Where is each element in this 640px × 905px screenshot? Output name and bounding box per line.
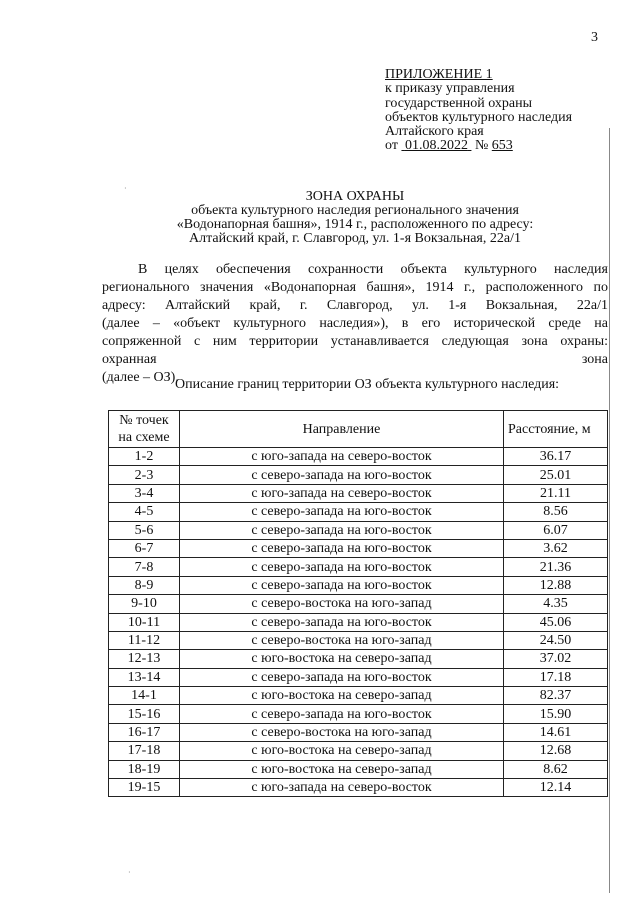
cell-distance: 12.14 [504, 779, 608, 797]
table-row [109, 503, 608, 521]
cell-direction: с северо-запада на юго-восток [180, 668, 504, 686]
cell-direction: с юго-востока на северо-запад [180, 760, 504, 778]
paragraph-line: регионального значения «Водонапорная башня», 1914 г., расположенного по [102, 280, 608, 295]
table-row [109, 539, 608, 557]
cell-points: 17-18 [109, 742, 180, 760]
cell-distance: 24.50 [504, 631, 608, 649]
appendix-line: государственной охраны [385, 95, 533, 111]
paragraph-word: зона [581, 352, 608, 367]
cell-direction: с северо-запада на юго-восток [180, 521, 504, 539]
cell-points: 13-14 [109, 668, 180, 686]
table-row [109, 650, 608, 668]
cell-direction: с северо-запада на юго-восток [180, 576, 504, 594]
cell-points: 16-17 [109, 723, 180, 741]
cell-points: 8-9 [109, 576, 180, 594]
number-prefix: № [474, 138, 489, 154]
cell-points: 18-19 [109, 760, 180, 778]
cell-distance: 21.36 [504, 558, 608, 576]
cell-direction: с северо-запада на юго-восток [180, 503, 504, 521]
cell-direction: с юго-востока на северо-запад [180, 650, 504, 668]
table-row [109, 779, 608, 797]
cell-direction: с северо-запада на юго-восток [180, 466, 504, 484]
cell-points: 9-10 [109, 595, 180, 613]
paragraph-line: (далее – «объект культурного наследия»), в его исторической среде на [102, 316, 608, 331]
appendix-line: объектов культурного наследия [385, 109, 573, 125]
table-row [109, 448, 608, 466]
cell-distance: 12.68 [504, 742, 608, 760]
paragraph-line: (далее – ОЗ). [102, 370, 179, 385]
table-row [109, 484, 608, 502]
cell-points: 5-6 [109, 521, 180, 539]
table-row [109, 595, 608, 613]
cell-direction: с северо-востока на юго-запад [180, 595, 504, 613]
cell-direction: с северо-запада на юго-восток [180, 613, 504, 631]
cell-points: 14-1 [109, 687, 180, 705]
cell-direction: с юго-востока на северо-запад [180, 742, 504, 760]
title-heading: ЗОНА ОХРАНЫ [305, 189, 405, 204]
document-title [0, 190, 640, 246]
cell-points: 15-16 [109, 705, 180, 723]
cell-direction: с юго-запада на северо-восток [180, 779, 504, 797]
title-line: Алтайский край, г. Славгород, ул. 1-я Вокзальная, 22а/1 [189, 231, 521, 246]
body-paragraph [102, 261, 608, 387]
table-row [109, 558, 608, 576]
header-distance: Расстояние, м [504, 411, 608, 448]
table-row [109, 576, 608, 594]
cell-direction: с северо-востока на юго-запад [180, 631, 504, 649]
cell-distance: 12.88 [504, 576, 608, 594]
cell-distance: 15.90 [504, 705, 608, 723]
table-caption: Описание границ территории ОЗ объекта культурного наследия: [175, 377, 560, 392]
appendix-line: Алтайского края [385, 124, 484, 140]
table-row [109, 742, 608, 760]
title-line: «Водонапорная башня», 1914 г., расположенного по адресу: [176, 217, 534, 232]
cell-distance: 4.35 [504, 595, 608, 613]
scan-speck: · [124, 184, 127, 193]
table-row [109, 631, 608, 649]
cell-direction: с юго-запада на северо-восток [180, 484, 504, 502]
header-direction: Направление [180, 411, 504, 448]
appendix-block [385, 68, 605, 154]
cell-direction: с юго-востока на северо-запад [180, 687, 504, 705]
appendix-title: ПРИЛОЖЕНИЕ 1 [385, 67, 493, 82]
cell-points: 19-15 [109, 779, 180, 797]
date-prefix: от [385, 138, 398, 154]
paragraph-line: сопряженной с ним территории устанавливается следующая зона охраны: [102, 334, 608, 349]
cell-points: 12-13 [109, 650, 180, 668]
cell-distance: 21.11 [504, 484, 608, 502]
cell-points: 3-4 [109, 484, 180, 502]
cell-direction: с северо-запада на юго-восток [180, 539, 504, 557]
scan-speck: · [128, 868, 131, 877]
cell-distance: 8.62 [504, 760, 608, 778]
cell-points: 2-3 [109, 466, 180, 484]
cell-distance: 37.02 [504, 650, 608, 668]
header-points: № точек на схеме [109, 411, 180, 448]
cell-distance: 6.07 [504, 521, 608, 539]
cell-distance: 36.17 [504, 448, 608, 466]
appendix-date-line [385, 139, 605, 153]
cell-points: 10-11 [109, 613, 180, 631]
paragraph-line: В целях обеспечения сохранности объекта культурного наследия [138, 262, 608, 277]
cell-distance: 25.01 [504, 466, 608, 484]
cell-distance: 14.61 [504, 723, 608, 741]
cell-points: 4-5 [109, 503, 180, 521]
cell-direction: с северо-запада на юго-восток [180, 705, 504, 723]
cell-distance: 3.62 [504, 539, 608, 557]
cell-points: 6-7 [109, 539, 180, 557]
cell-points: 1-2 [109, 448, 180, 466]
cell-points: 7-8 [109, 558, 180, 576]
page-number: 3 [591, 30, 598, 45]
table-row [109, 705, 608, 723]
order-number: 653 [491, 138, 513, 154]
table-row [109, 613, 608, 631]
title-line: объекта культурного наследия регионального значения [191, 203, 519, 218]
appendix-line: к приказу управления [385, 81, 515, 97]
cell-direction: с северо-запада на юго-восток [180, 558, 504, 576]
table-row [109, 687, 608, 705]
table-header-row [109, 411, 608, 448]
cell-direction: с юго-запада на северо-восток [180, 448, 504, 466]
cell-distance: 17.18 [504, 668, 608, 686]
cell-points: 11-12 [109, 631, 180, 649]
table-row [109, 668, 608, 686]
paragraph-line [102, 351, 608, 369]
paragraph-word: охранная [102, 352, 157, 367]
cell-direction: с северо-востока на юго-запад [180, 723, 504, 741]
table-row [109, 521, 608, 539]
table-row [109, 723, 608, 741]
cell-distance: 45.06 [504, 613, 608, 631]
order-date: 01.08.2022 [404, 138, 468, 154]
cell-distance: 82.37 [504, 687, 608, 705]
table-row [109, 466, 608, 484]
cell-distance: 8.56 [504, 503, 608, 521]
table-row [109, 760, 608, 778]
boundary-table [108, 410, 608, 797]
paragraph-line: адресу: Алтайский край, г. Славгород, ул. 1-я Вокзальная, 22а/1 [102, 298, 608, 313]
